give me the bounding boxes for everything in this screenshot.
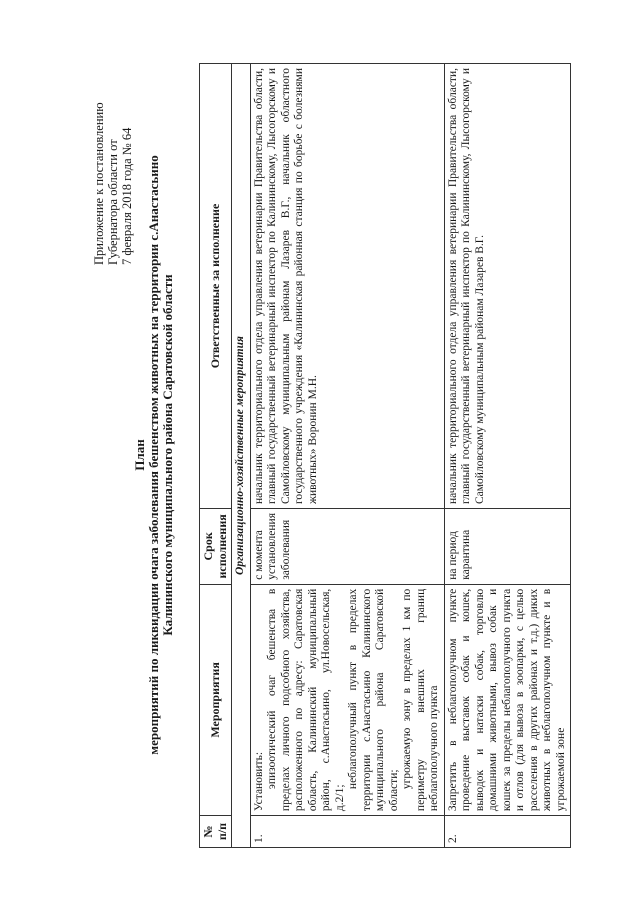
table-row — [444, 64, 571, 848]
section-title: Организационно-хозяйственные мероприятия — [232, 64, 251, 848]
row-number: 2. — [444, 816, 571, 848]
header-num: № п/п — [200, 816, 232, 848]
row-term: на период карантина — [444, 509, 571, 585]
row-term: с момента установления заболевания — [250, 509, 444, 585]
row-measure: Запретить в неблагополучном пункте проведение выставок собак и кошек, выводок и натаски собак, торговлю домашними животными, вывоз собак и кошек за пределы неблагополучного пункта и отлов (для вывоза в зоопарки, с целью расселения в других районах и т.д.) диких животных в неблагополучном пункте и в угрожаемой зоне — [444, 584, 571, 815]
header-term: Срок исполнения — [200, 509, 232, 585]
table-header-row — [200, 64, 232, 848]
annex-line: 7 февраля 2018 года № 64 — [120, 127, 134, 265]
row-measure — [250, 584, 444, 815]
title-plan: План — [132, 439, 147, 471]
row-responsible: начальник территориального отдела управления ветеринарии Правительства области, главный государственный ветеринарный инспектор по Калининскому, Лысогорскому и Самойловскому муниципальным районам Лазарев В.Г., начальник областного государственного учреждения «Калининская районная станция по борьбе с болезнями животных» Воронин М.Н. — [250, 64, 444, 509]
measure-paragraph: неблагополучный пункт в пределах территории с.Анастасьино Калининского муниципального района Саратовской области; — [347, 588, 400, 812]
annex-note — [92, 65, 134, 265]
title-subject: мероприятий по ликвидации очага заболевания бешенством животных на территории с.Анастасьино — [146, 155, 161, 755]
row-responsible: начальник территориального отдела управления ветеринарии Правительства области, главный государственный ветеринарный инспектор по Калининскому, Лысогорскому и Самойловскому муниципальным районам Лазарев В.Г. — [444, 64, 571, 509]
table-row — [250, 64, 444, 848]
header-measures: Мероприятия — [200, 584, 232, 815]
measure-paragraph: эпизоотический очаг бешенства в пределах личного подсобного хозяйства, расположенного по адресу: Саратовская область, Калининский муниципальный район, с.Анастасьино, ул.Новосельская, д.2/1; — [266, 588, 346, 812]
annex-line: Губернатора области от — [106, 139, 120, 265]
row-number: 1. — [250, 816, 444, 848]
measures-table — [199, 63, 571, 848]
annex-line: Приложение к постановлению — [92, 102, 106, 265]
title-region: Калининского муниципального района Саратовской области — [160, 274, 175, 636]
measure-intro: Установить: — [252, 751, 265, 812]
measure-paragraph: угрожаемую зону в пределах 1 км по периметру внешних границ неблагополучного пункта — [401, 588, 440, 812]
document-title — [133, 65, 175, 845]
section-row — [232, 64, 251, 848]
header-responsible: Ответственные за исполнение — [200, 64, 232, 509]
